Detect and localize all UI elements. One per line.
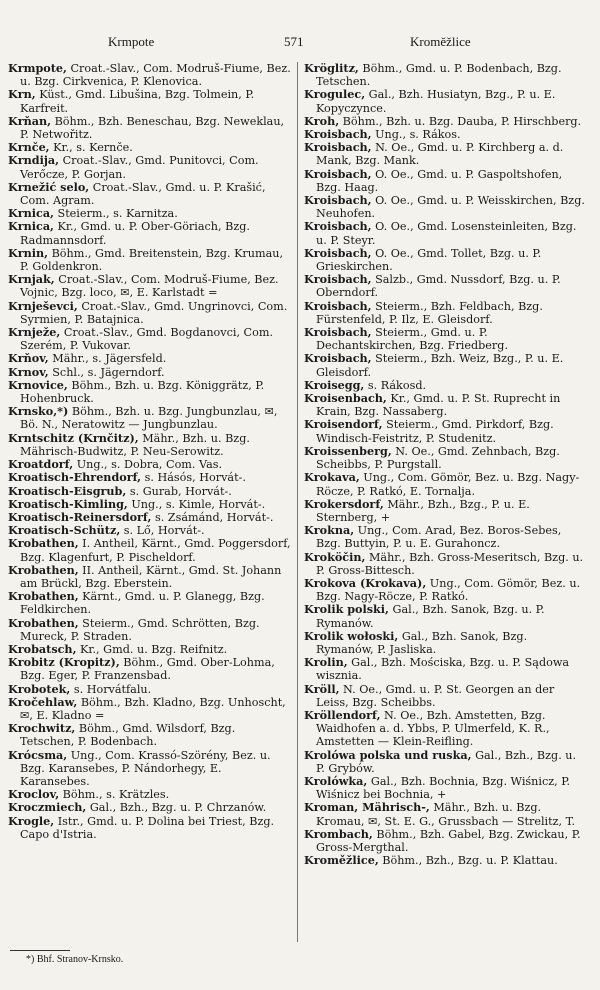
dictionary-entry: [304, 603, 588, 629]
footnote-divider: [10, 950, 70, 951]
entry-headword: Krnče,: [8, 140, 50, 155]
entry-text: I. Antheil, Kärnt., Gmd. Poggersdorf, Bzg. Klagenfurt, P. Pischeldorf.: [20, 537, 291, 564]
entry-headword: Krobitz (Kropitz),: [8, 655, 120, 670]
dictionary-entry: [304, 300, 588, 326]
entry-headword: Krochwitz,: [8, 721, 76, 736]
entry-text: Böhm., Gmd. Wilsdorf, Bzg. Tetschen, P. Bodenbach.: [20, 722, 236, 749]
dictionary-entry: [8, 300, 292, 326]
entry-headword: Krogulec,: [304, 87, 366, 102]
page-number: 571: [284, 34, 304, 49]
entry-headword: Krolik polski,: [304, 602, 389, 617]
entry-headword: Kroatisch-Eisgrub,: [8, 483, 127, 498]
entry-headword: Kröll,: [304, 681, 340, 696]
entry-text: Croat.-Slav., Gmd. Bogdanovci, Com. Szerém, P. Vukovar.: [20, 326, 274, 353]
entry-headword: Kroatdorf,: [8, 457, 74, 472]
entry-text: Gal., Bzh. Husiatyn, Bzg., P. u. E. Kopyczynce.: [316, 88, 556, 115]
entry-text: Böhm., s. Krätzles.: [59, 788, 170, 802]
entry-headword: Kroman, Mährisch-,: [304, 800, 430, 815]
dictionary-entry: [8, 722, 292, 748]
entry-headword: Kroisbach,: [304, 166, 372, 181]
entry-headword: Kroisbach,: [304, 272, 372, 287]
dictionary-entry: [304, 141, 588, 167]
entry-text: Böhm., Gmd. Breitenstein, Bzg. Krumau, P. Goldenkron.: [20, 246, 284, 274]
entry-headword: Krokna,: [304, 523, 355, 538]
entry-headword: Krnjak,: [8, 272, 55, 287]
dictionary-entry: [304, 656, 588, 682]
header-right-word: Kroměžlice: [410, 34, 471, 49]
entry-text: Steierm., Bzh. Weiz, Bzg., P. u. E. Gleisdorf.: [316, 352, 564, 379]
entry-text: N. Oe., Gmd. Zehnbach, Bzg. Scheibbs, P. Purgstall.: [316, 444, 560, 472]
entry-headword: Krobathen,: [8, 536, 79, 551]
entry-headword: Krokava,: [304, 470, 360, 485]
entry-headword: Kroissenberg,: [304, 443, 392, 458]
entry-headword: Krobathen,: [8, 615, 79, 630]
entry-headword: Krnovice,: [8, 377, 68, 392]
entry-headword: Krombach,: [304, 826, 373, 841]
entry-text: Böhm., Gmd. Ober-Lohma, Bzg. Eger, P. Franzensbad.: [20, 656, 275, 683]
dictionary-entry: [304, 630, 588, 656]
entry-headword: Kroisbach,: [304, 298, 372, 313]
entry-headword: Krmpote,: [8, 61, 67, 75]
entry-headword: Kroisendorf,: [304, 417, 383, 432]
dictionary-entry: [304, 498, 588, 524]
entry-text: Böhm., Gmd. u. P. Bodenbach, Bzg. Tetschen.: [316, 62, 562, 89]
dictionary-entry: [8, 154, 292, 180]
entry-headword: Krnežić selo,: [8, 179, 90, 194]
entry-text: Ung., Com. Krassó-Szörény, Bez. u. Bzg. Karansebes, P. Nándorhegy, E. Karansebes.: [20, 748, 271, 788]
dictionary-entry: [304, 577, 588, 603]
dictionary-entry: [304, 168, 588, 194]
entry-text: Steierm., s. Karnitza.: [53, 207, 178, 221]
left-column: [8, 62, 292, 841]
entry-headword: Kroköčin,: [304, 549, 366, 564]
entry-headword: Kročehlaw,: [8, 694, 78, 709]
entry-text: Küst., Gmd. Libušina, Bzg. Tolmein, P. Karfreit.: [20, 88, 255, 115]
entry-text: Böhm., Bzh. Kladno, Bzg. Unhoscht, ✉, E. Kladno =: [20, 695, 286, 722]
dictionary-entry: [8, 379, 292, 405]
entry-text: Croat.-Slav., Com. Modruš-Fiume, Bez. Vojnic, Bzg. loco, ✉, E. Karlstadt =: [20, 273, 279, 300]
dictionary-entry: [8, 590, 292, 616]
entry-text: Böhm., Bzh. u. Bzg. Jungbunzlau, ✉, Bö. N., Neratowitz — Jungbunzlau.: [20, 405, 278, 432]
entry-headword: Krokova (Krokava),: [304, 575, 427, 590]
entry-headword: Kroatisch-Schütz,: [8, 523, 121, 538]
entry-headword: Krobatsch,: [8, 641, 77, 656]
entry-headword: Krobathen,: [8, 589, 79, 604]
dictionary-entry: [8, 88, 292, 114]
entry-headword: Kroclov,: [8, 787, 60, 802]
entry-headword: Krolówka,: [304, 773, 368, 788]
entry-headword: Kroatisch-Reinersdorf,: [8, 509, 152, 524]
dictionary-entry: [8, 656, 292, 682]
entry-headword: Krn,: [8, 87, 36, 102]
dictionary-entry: [304, 471, 588, 497]
entry-text: Kärnt., Gmd. u. P. Glanegg, Bzg. Feldkirchen.: [20, 590, 265, 617]
column-divider: [297, 62, 298, 942]
footnote: *) Bhf. Stranov-Krnsko.: [26, 954, 124, 965]
page-header: [0, 34, 600, 54]
entry-text: Steierm., Bzh. Feldbach, Bzg. Fürstenfeld, P. Ilz, E. Gleisdorf.: [316, 299, 543, 326]
dictionary-entry: [8, 352, 292, 365]
dictionary-entry: [8, 617, 292, 643]
dictionary-entry: [8, 115, 292, 141]
entry-headword: Krnica,: [8, 206, 54, 221]
dictionary-entry: [304, 709, 588, 749]
entry-text: O. Oe., Gmd. Tollet, Bzg. u. P. Grieskirchen.: [316, 246, 542, 274]
entry-headword: Kroisbach,: [304, 245, 372, 260]
entry-text: Gal., Bzh. Sanok, Bzg. Rymanów, P. Jasliska.: [316, 629, 528, 656]
entry-headword: Krobathen,: [8, 562, 79, 577]
entry-text: O. Oe., Gmd. Losensteinleiten, Bzg. u. P. Steyr.: [316, 220, 577, 247]
entry-text: Croat.-Slav., Com. Modruš-Fiume, Bez. u. Bzg. Cirkvenica, P. Klenovica.: [20, 62, 291, 89]
entry-text: Böhm., Bzh. Beneschau, Bzg. Neweklau, P. Netwořitz.: [20, 114, 285, 142]
entry-headword: Kröglitz,: [304, 61, 359, 75]
dictionary-entry: [8, 815, 292, 841]
entry-headword: Kroisbach,: [304, 325, 372, 340]
entry-headword: Krolin,: [304, 655, 348, 670]
dictionary-entry: [8, 537, 292, 563]
dictionary-entry: [8, 405, 292, 431]
entry-headword: Krňan,: [8, 113, 52, 128]
columns: [8, 62, 592, 952]
entry-text: Kr., Gmd. u. P. St. Ruprecht in Krain, Bzg. Nassaberg.: [316, 392, 561, 419]
dictionary-entry: [304, 392, 588, 418]
entry-text: Croat.-Slav., Gmd. Ungrinovci, Com. Syrmien, P. Batajnica.: [20, 299, 288, 326]
entry-text: Kr., Gmd. u. P. Ober-Göriach, Bzg. Radmannsdorf.: [20, 220, 250, 247]
entry-text: Gal., Bzh., Bzg. u. P. Grybów.: [316, 748, 577, 775]
entry-text: Istr., Gmd. u. P. Dolina bei Triest, Bzg. Capo d'Istria.: [20, 814, 275, 841]
entry-text: Ung., Com. Arad, Bez. Boros-Sebes, Bzg. Buttyin, P. u. E. Gurahoncz.: [316, 524, 562, 551]
entry-headword: Krogle,: [8, 813, 55, 828]
entry-text: Mähr., Bzh. u. Bzg. Kromau, ✉, St. E. G., Grussbach — Strelitz, T.: [316, 801, 576, 828]
entry-text: II. Antheil, Kärnt., Gmd. St. Johann am Brückl, Bzg. Eberstein.: [20, 563, 282, 590]
dictionary-entry: [304, 194, 588, 220]
entry-text: Gal., Bzh. Bochnia, Bzg. Wiśnicz, P. Wiśnicz bei Bochnia, +: [316, 774, 571, 802]
dictionary-entry: [304, 854, 588, 867]
entry-text: Schl., s. Jägerndorf.: [48, 365, 165, 379]
dictionary-entry: [304, 220, 588, 246]
entry-headword: Krócsma,: [8, 747, 68, 762]
entry-text: Kr., Gmd. u. Bzg. Reifnitz.: [76, 642, 228, 656]
entry-text: Gal., Bzh. Mościska, Bzg. u. P. Sądowa wisznia.: [316, 656, 570, 683]
entry-text: s. Rákosd.: [364, 378, 427, 392]
entry-text: s. Zsámánd, Horvát-.: [151, 510, 274, 524]
entry-headword: Krndija,: [8, 153, 60, 168]
dictionary-entry: [8, 181, 292, 207]
dictionary-entry: [304, 247, 588, 273]
entry-headword: Kroisbach,: [304, 127, 372, 142]
entry-text: N. Oe., Gmd. u. P. St. Georgen an der Leiss, Bzg. Scheibbs.: [316, 682, 555, 709]
entry-text: Gal., Bzh. Sanok, Bzg. u. P. Rymanów.: [316, 603, 545, 630]
entry-text: Steierm., Gmd. u. P. Dechantskirchen, Bzg. Friedberg.: [316, 326, 508, 353]
header-left-word: Krmpote: [108, 34, 155, 49]
dictionary-entry: [304, 445, 588, 471]
entry-text: Mähr., Bzh. Gross-Meseritsch, Bzg. u. P. Gross-Bittesch.: [316, 550, 584, 577]
dictionary-entry: [304, 828, 588, 854]
entry-text: Mähr., Bzh. u. Bzg. Mährisch-Budwitz, P. Neu-Serowitz.: [20, 431, 250, 458]
entry-headword: Kroatisch-Kimling,: [8, 496, 128, 511]
dictionary-entry: [304, 551, 588, 577]
dictionary-entry: [8, 220, 292, 246]
entry-headword: Kroisbach,: [304, 219, 372, 234]
entry-headword: Kroatisch-Ehrendorf,: [8, 470, 142, 485]
entry-headword: Krolik wołoski,: [304, 628, 399, 643]
entry-text: Ung., Com. Gömör, Bez. u. Bzg. Nagy-Röcze, P. Ratkó.: [316, 576, 581, 604]
dictionary-entry: [8, 749, 292, 789]
dictionary-entry: [304, 418, 588, 444]
entry-text: Böhm., Bzh., Bzg. u. P. Klattau.: [378, 854, 558, 868]
entry-headword: Kroisbach,: [304, 351, 372, 366]
right-column: [304, 62, 588, 867]
entry-headword: Kroisbach,: [304, 193, 372, 208]
entry-text: Mähr., Bzh., Bzg., P. u. E. Sternberg, +: [316, 497, 530, 524]
entry-text: N. Oe., Bzh. Amstetten, Bzg. Waidhofen a. d. Ybbs, P. Ulmerfeld, K. R., Amstetten — Klein-Reifling.: [316, 708, 550, 749]
entry-text: Kr., s. Kernče.: [49, 141, 133, 155]
dictionary-entry: [304, 273, 588, 299]
entry-text: N. Oe., Gmd. u. P. Kirchberg a. d. Mank, Bzg. Mank.: [316, 141, 564, 168]
dictionary-entry: [8, 564, 292, 590]
entry-headword: Krolówa polska und ruska,: [304, 747, 472, 762]
entry-text: Böhm., Bzh. u. Bzg. Dauba, P. Hirschberg.: [339, 114, 582, 128]
entry-headword: Kroisenbach,: [304, 391, 387, 406]
entry-headword: Krnica,: [8, 219, 54, 234]
dictionary-entry: [8, 62, 292, 88]
entry-headword: Kroczmiech,: [8, 800, 87, 815]
dictionary-entry: [304, 62, 588, 88]
entry-text: Steierm., Gmd. Schrötten, Bzg. Mureck, P. Straden.: [20, 616, 260, 643]
entry-headword: Krnov,: [8, 364, 49, 379]
entry-text: Ung., Com. Gömör, Bez. u. Bzg. Nagy-Röcze, P. Ratkó, E. Tornalja.: [316, 471, 580, 498]
entry-headword: Krňov,: [8, 351, 49, 366]
entry-headword: Kroisbach,: [304, 140, 372, 155]
entry-text: O. Oe., Gmd. u. P. Weisskirchen, Bzg. Neuhofen.: [316, 194, 585, 221]
entry-text: Ung., s. Rákos.: [371, 128, 461, 142]
entry-text: Ung., s. Dobra, Com. Vas.: [73, 458, 223, 472]
entry-text: s. Gurab, Horvát-.: [126, 484, 232, 498]
entry-headword: Kroisegg,: [304, 377, 365, 392]
entry-headword: Krnješevci,: [8, 298, 78, 313]
dictionary-entry: [304, 88, 588, 114]
dictionary-entry: [8, 247, 292, 273]
entry-headword: Krntschitz (Krnčitz),: [8, 430, 139, 445]
entry-headword: Krokersdorf,: [304, 496, 384, 511]
entry-headword: Kröllendorf,: [304, 707, 381, 722]
entry-text: Gal., Bzh., Bzg. u. P. Chrzanów.: [86, 801, 267, 815]
dictionary-entry: [304, 775, 588, 801]
entry-headword: Kroh,: [304, 113, 340, 128]
entry-text: Croat.-Slav., Gmd. u. P. Krašić, Com. Agram.: [20, 180, 266, 208]
entry-text: s. Lő, Horvát-.: [120, 524, 205, 538]
entry-text: s. Hásós, Horvát-.: [141, 471, 246, 485]
entry-headword: Krnježe,: [8, 325, 61, 340]
entry-text: Ung., s. Kimle, Horvát-.: [127, 497, 266, 511]
entry-text: Mähr., s. Jägersfeld.: [48, 352, 167, 366]
entry-text: Böhm., Bzh. u. Bzg. Königgrätz, P. Hohenbruck.: [20, 378, 265, 406]
dictionary-entry: [8, 432, 292, 458]
dictionary-entry: [8, 696, 292, 722]
dictionary-entry: [8, 273, 292, 299]
entry-headword: Krnsko,*): [8, 404, 69, 419]
dictionary-entry: [8, 326, 292, 352]
entry-text: Steierm., Gmd. Pirkdorf, Bzg. Windisch-Feistritz, P. Studenitz.: [316, 418, 554, 445]
dictionary-entry: [304, 749, 588, 775]
dictionary-entry: [304, 524, 588, 550]
entry-text: Salzb., Gmd. Nussdorf, Bzg. u. P. Oberndorf.: [316, 273, 561, 300]
entry-text: Croat.-Slav., Gmd. Punitovci, Com. Verőcze, P. Gorjan.: [20, 154, 259, 181]
dictionary-entry: [304, 352, 588, 378]
entry-headword: Krnin,: [8, 245, 49, 260]
dictionary-entry: [304, 326, 588, 352]
entry-text: s. Horvátfalu.: [70, 682, 152, 696]
dictionary-entry: [304, 683, 588, 709]
entry-text: O. Oe., Gmd. u. P. Gaspoltshofen, Bzg. Haag.: [316, 167, 563, 194]
entry-headword: Krobotek,: [8, 681, 71, 696]
entry-text: Böhm., Bzh. Gabel, Bzg. Zwickau, P. Gross-Mergthal.: [316, 827, 581, 854]
entry-headword: Kroměžlice,: [304, 853, 379, 868]
dictionary-entry: [304, 801, 588, 827]
